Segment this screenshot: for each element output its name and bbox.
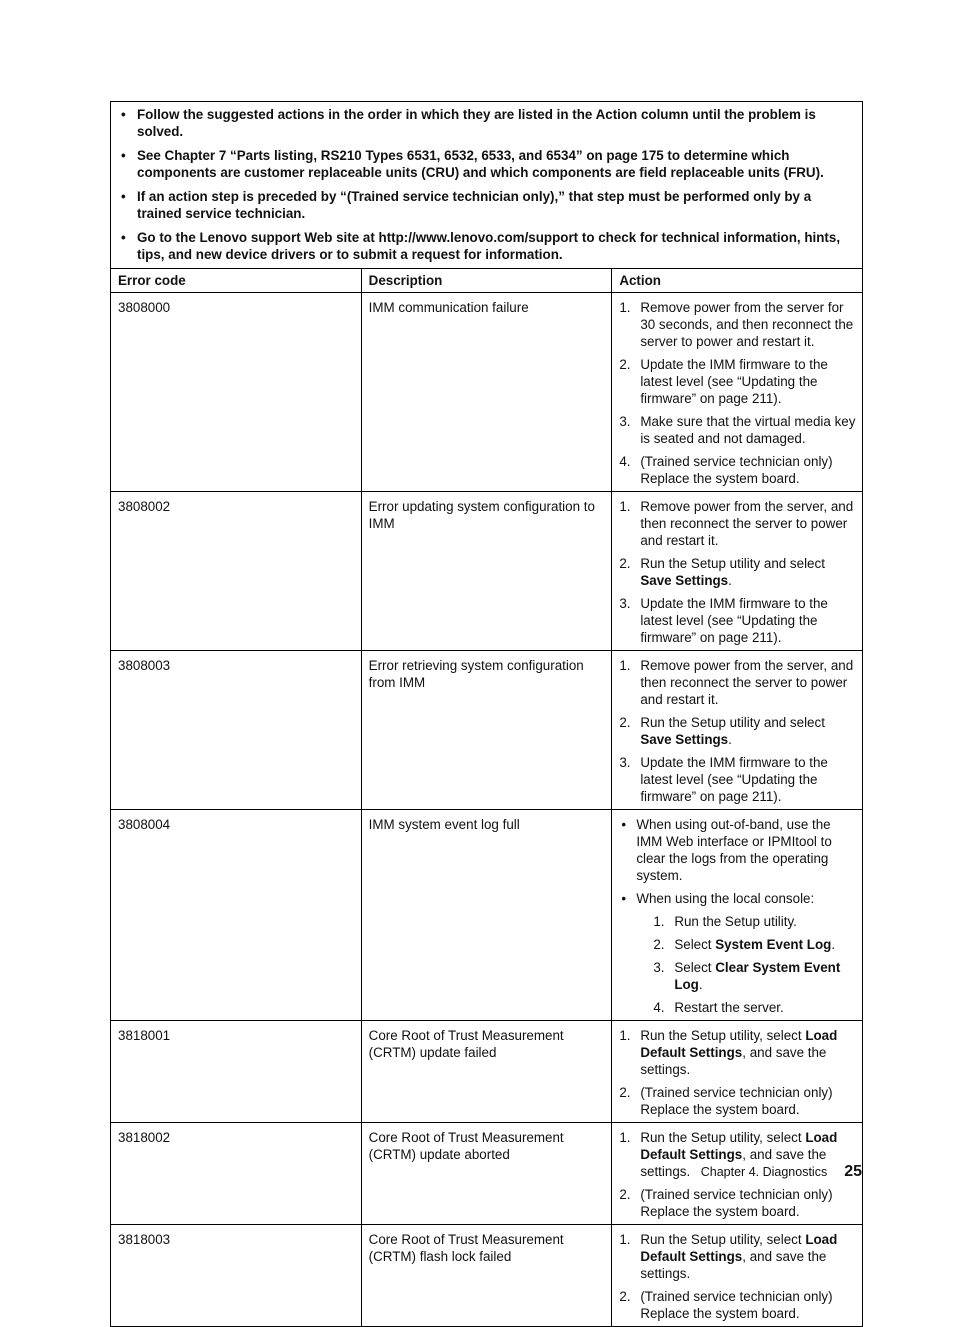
action-step <box>619 657 856 708</box>
error-code-table <box>110 101 863 1327</box>
step-emphasis: Load Default Settings <box>640 1232 838 1264</box>
table-row <box>111 492 863 651</box>
table-header-row <box>111 269 863 293</box>
action-step <box>619 413 856 447</box>
error-code-cell: 3808002 <box>111 492 362 651</box>
step-emphasis: System Event Log <box>715 937 832 952</box>
action-step <box>619 1186 856 1220</box>
step-text: Select <box>674 937 716 952</box>
header-error-code: Error code <box>111 269 362 293</box>
step-text: (Trained service technician only) Replace the system board. <box>640 1085 833 1117</box>
table-row <box>111 293 863 492</box>
step-number: 1. <box>619 1028 631 1043</box>
step-text: Update the IMM firmware to the latest level (see “Updating the firmware” on page 211). <box>640 357 828 406</box>
step-text: Select <box>674 960 716 975</box>
action-step <box>619 714 856 748</box>
note-item: • If an action step is preceded by “(Trained service technician only),” that step must be performed only by a trained service technician. <box>119 188 854 222</box>
step-emphasis: Load Default Settings <box>640 1130 838 1162</box>
action-cell <box>612 1021 863 1123</box>
step-number: 2. <box>619 1187 631 1202</box>
step-emphasis: Save Settings <box>640 732 729 747</box>
step-text-suffix: . <box>698 977 703 992</box>
action-substep <box>653 913 856 930</box>
table-row <box>111 1225 863 1327</box>
action-bullets <box>619 816 856 1016</box>
step-text-suffix: . <box>728 732 732 747</box>
action-step <box>619 754 856 805</box>
step-number: 2. <box>619 357 631 372</box>
action-step <box>619 453 856 487</box>
action-substep <box>653 999 856 1016</box>
note-item: • Follow the suggested actions in the order in which they are listed in the Action column until the problem is solved. <box>119 106 854 140</box>
step-text: Run the Setup utility, select <box>640 1028 806 1043</box>
step-number: 4. <box>653 1000 665 1015</box>
action-step <box>619 1027 856 1078</box>
description-cell: Core Root of Trust Measurement (CRTM) update aborted <box>361 1123 612 1225</box>
step-number: 2. <box>653 937 665 952</box>
description-cell: Error retrieving system configuration from IMM <box>361 651 612 810</box>
action-steps <box>619 1231 856 1322</box>
error-code-cell: 3808000 <box>111 293 362 492</box>
step-text: Remove power from the server, and then reconnect the server to power and restart it. <box>640 499 854 548</box>
description-cell: IMM communication failure <box>361 293 612 492</box>
action-cell <box>612 293 863 492</box>
action-step <box>619 1288 856 1322</box>
action-steps <box>619 498 856 646</box>
table-row <box>111 651 863 810</box>
step-text: (Trained service technician only) Replace the system board. <box>640 1187 833 1219</box>
step-text-suffix: , and save the settings. <box>640 1045 827 1077</box>
page-footer <box>701 1163 862 1181</box>
action-step <box>619 1231 856 1282</box>
step-number: 1. <box>619 1232 631 1247</box>
step-emphasis: Save Settings <box>640 573 729 588</box>
action-step <box>619 595 856 646</box>
header-action: Action <box>612 269 863 293</box>
step-number: 1. <box>653 914 665 929</box>
step-number: 1. <box>619 499 631 514</box>
action-bullet <box>619 890 856 1016</box>
action-step <box>619 299 856 350</box>
notes-cell <box>111 102 863 269</box>
description-cell: Error updating system configuration to IMM <box>361 492 612 651</box>
error-code-cell: 3818003 <box>111 1225 362 1327</box>
step-number: 3. <box>619 755 631 770</box>
step-emphasis: Clear System Event Log <box>674 960 841 992</box>
note-item: • See Chapter 7 “Parts listing, RS210 Types 6531, 6532, 6533, and 6534” on page 175 to determine which components are customer replaceable units (CRU) and which components are field replaceable units (FRU). <box>119 147 854 181</box>
error-code-cell: 3818001 <box>111 1021 362 1123</box>
action-steps <box>619 657 856 805</box>
action-step <box>619 498 856 549</box>
page-number: 25 <box>844 1163 862 1180</box>
error-code-cell: 3808004 <box>111 810 362 1021</box>
action-substep <box>653 936 856 953</box>
description-cell: Core Root of Trust Measurement (CRTM) flash lock failed <box>361 1225 612 1327</box>
step-number: 3. <box>619 414 631 429</box>
bullet-dot: • <box>621 817 627 832</box>
header-description: Description <box>361 269 612 293</box>
step-number: 2. <box>619 1085 631 1100</box>
table-row <box>111 1021 863 1123</box>
action-bullet <box>619 816 856 884</box>
bullet-dot: • <box>621 891 627 906</box>
action-cell <box>612 651 863 810</box>
step-text-suffix: . <box>728 573 732 588</box>
step-number: 2. <box>619 1289 631 1304</box>
notes-list <box>119 106 854 263</box>
action-cell <box>612 810 863 1021</box>
step-number: 4. <box>619 454 631 469</box>
step-number: 1. <box>619 658 631 673</box>
step-text: Restart the server. <box>674 1000 784 1015</box>
action-cell <box>612 1225 863 1327</box>
step-emphasis: Load Default Settings <box>640 1028 838 1060</box>
step-number: 3. <box>653 960 665 975</box>
error-code-cell: 3818002 <box>111 1123 362 1225</box>
action-step <box>619 356 856 407</box>
error-code-cell: 3808003 <box>111 651 362 810</box>
action-step <box>619 555 856 589</box>
action-substeps <box>653 913 856 1016</box>
step-text: Update the IMM firmware to the latest level (see “Updating the firmware” on page 211). <box>640 596 828 645</box>
step-text: Make sure that the virtual media key is seated and not damaged. <box>640 414 856 446</box>
step-text: Remove power from the server, and then reconnect the server to power and restart it. <box>640 658 854 707</box>
action-cell <box>612 492 863 651</box>
step-text: Run the Setup utility and select <box>640 556 825 571</box>
step-number: 2. <box>619 715 631 730</box>
step-text: Run the Setup utility and select <box>640 715 825 730</box>
action-steps <box>619 299 856 487</box>
note-item: • Go to the Lenovo support Web site at http://www.lenovo.com/support to check for technical information, hints, tips, and new device drivers or to submit a request for information. <box>119 229 854 263</box>
step-number: 3. <box>619 596 631 611</box>
table-row <box>111 810 863 1021</box>
step-text-suffix: , and save the settings. <box>640 1147 827 1179</box>
step-text-suffix: . <box>831 937 836 952</box>
bullet-text: When using the local console: <box>636 891 815 906</box>
notes-row <box>111 102 863 269</box>
step-text: Remove power from the server for 30 seconds, and then reconnect the server to power and restart it. <box>640 300 854 349</box>
action-steps <box>619 1027 856 1118</box>
step-text: Run the Setup utility, select <box>640 1232 806 1247</box>
step-number: 1. <box>619 300 631 315</box>
step-text-suffix: , and save the settings. <box>640 1249 827 1281</box>
description-cell: IMM system event log full <box>361 810 612 1021</box>
action-substep <box>653 959 856 993</box>
description-cell: Core Root of Trust Measurement (CRTM) update failed <box>361 1021 612 1123</box>
step-text: Run the Setup utility. <box>674 914 797 929</box>
action-step <box>619 1084 856 1118</box>
footer-chapter: Chapter 4. Diagnostics <box>700 1165 828 1179</box>
step-number: 2. <box>619 556 631 571</box>
bullet-text: When using out-of-band, use the IMM Web interface or IPMItool to clear the logs from the operating system. <box>636 817 832 883</box>
step-text: Run the Setup utility, select <box>640 1130 806 1145</box>
step-number: 1. <box>619 1130 631 1145</box>
step-text: Update the IMM firmware to the latest level (see “Updating the firmware” on page 211). <box>640 755 828 804</box>
step-text: (Trained service technician only) Replace the system board. <box>640 1289 833 1321</box>
step-text: (Trained service technician only) Replace the system board. <box>640 454 833 486</box>
